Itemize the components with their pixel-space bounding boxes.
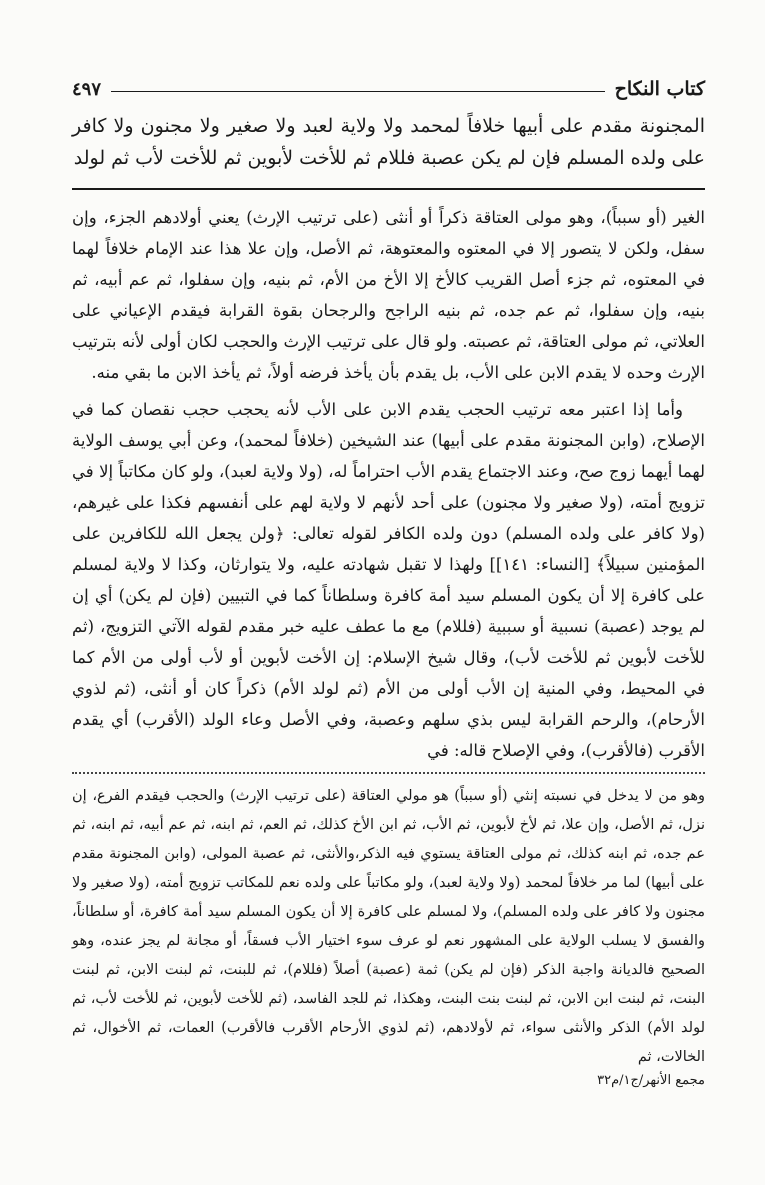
commentary-paragraph: وأما إذا اعتبر معه ترتيب الحجب يقدم الابن على الأب لأنه يحجب حجب نقصان كما في الإصلاح، (وابن المجنونة مقدم على أبيها) عند الشيخين (خلافاً لمحمد)، وعن أبي يوسف الولاية لهما أيهما زوج صح، وعند الاجتماع يقدم الأب احتراماً له، (ولا ولاية لعبد)، ولو كان مكاتباً إلا في تزويج أمته، (ولا صغير ولا مجنون) على أحد لأنهم لا ولاية لهم على أنفسهم فكذا على غيرهم، (ولا كافر على ولده المسلم) دون ولده الكافر لقوله تعالى: ﴿ولن يجعل الله للكافرين على المؤمنين سبيلاً﴾ [النساء: ١٤١]] ولهذا لا تقبل شهادته عليه، ولا يتوارثان، وكذا لا ولاية لمسلم على كافرة إلا أن يكون المسلم سيد أمة كافرة وسلطاناً كما في التبيين (فإن لم يكن) أي إن لم يوجد (عصبة) نسبية أو سببية (فللام) مع ما عطف عليه خبر مقدم لقوله الآتي التزويج، (ثم للأخت لأبوين ثم للأخت لأب)، وقال شيخ الإسلام: إن الأخت لأبوين أو لأب أولى من الأم كما في المحيط، وفي المنية إن الأب أولى من الأم (ثم لولد الأم) ذكراً كان أو أنثى، (ثم لذوي الأرحام)، والرحم القرابة ليس بذي سلهم وعصبة، وفي الأصل وعاء الولد (الأقرب) أي يقدم الأقرب (فالأقرب)، وفي الإصلاح قاله: في	[72, 400, 705, 760]
main-text	[72, 110, 705, 174]
main-paragraph: المجنونة مقدم على أبيها خلافاً لمحمد ولا ولاية لعبد ولا صغير ولا مجنون ولا كافر على ولده المسلم فإن لم يكن عصبة فللام ثم للأخت لأبوين ثم للأخت لأب ثم لولد	[72, 115, 705, 169]
footnote-text: وهو من لا يدخل في نسبته إنثي (أو سبباً) هو مولي العتاقة (على ترتيب الإرث) والحجب فيقدم الفرع، إن نزل، ثم الأصل، وإن علا، ثم لأخ لأبوين، ثم الأب، ثم ابن الأخ كذلك، ثم العم، ثم ابنه، ثم عم أبيه، ثم ابنه، ثم عم جده، ثم ابنه كذلك، ثم مولى العتاقة يستوي فيه الذكر،والأنثى، ثم عصبة المولى، (وابن المجنونة مقدم على أبيها) لما مر خلافاً لمحمد (ولا ولاية لعبد)، ولو مكاتباً على ولده نعم للمكاتب تزويج أمته، (ولا صغير ولا مجنون ولا كافر على ولده المسلم)، ولا لمسلم على كافرة إلا أن يكون المسلم سيد أمة كافرة، أو سلطاناً، والفسق لا يسلب الولاية على المشهور نعم لو عرف سوء اختيار الأب فسقاً، أو مجانة لم يجز عنده، وهو الصحيح فالديانة واجبة الذكر (فإن لم يكن) ثمة (عصبة) أصلاً (فللام)، ثم للبنت، ثم لبنت الابن، ثم لبنت البنت، ثم لبنت ابن الابن، ثم لبنت بنت البنت، وهكذا، ثم للجد الفاسد، (ثم للأخت لأبوين، ثم للأخت لأب، ثم لولد الأم) الذكر والأنثى سواء، ثم لأولادهم، (ثم لذوي الأرحام الأقرب فالأقرب) العمات، ثم الأخوال، ثم الخالات، ثم	[72, 788, 705, 1065]
page-number: ٤٩٧	[72, 79, 102, 100]
footnote	[72, 782, 705, 1090]
running-footer: مجمع الأنهر/ج١/م٣٢	[597, 1073, 705, 1088]
header-rule	[111, 91, 605, 92]
commentary-paragraph: الغير (أو سبباً)، وهو مولى العتاقة ذكراً أو أنثى (على ترتيب الإرث) يعني أولادهم الجزء، وإن سفل، ولكن لا يتصور إلا في المعتوه والمعتوهة، ثم الأصل، وإن علا هذا عند الإمام خلافاً لهما في المعتوه، ثم جزء أصل القريب كالأخ إلا الأخ من الأم، ثم بنيه، وإن سفلوا، ثم عم أبيه، ثم بنيه، وإن سفلوا، ثم عم جده، ثم بنيه الراجح والرجحان بقوة القرابة فيقدم الإعياني على العلاتي، ثم مولى العتاقة، ثم عصبته. ولو قال على ترتيب الإرث والحجب لكان أولى لأنه بترتيب الإرث وحده لا يقدم الابن على الأب، بل يقدم بأن يأخذ فرضه أولاً، ثم يأخذ الابن ما بقي منه.	[72, 208, 705, 382]
footnote-divider	[72, 772, 705, 774]
page-header	[72, 68, 705, 100]
commentary	[72, 202, 705, 766]
main-text-divider	[72, 188, 705, 190]
chapter-title: كتاب النكاح	[614, 78, 705, 100]
